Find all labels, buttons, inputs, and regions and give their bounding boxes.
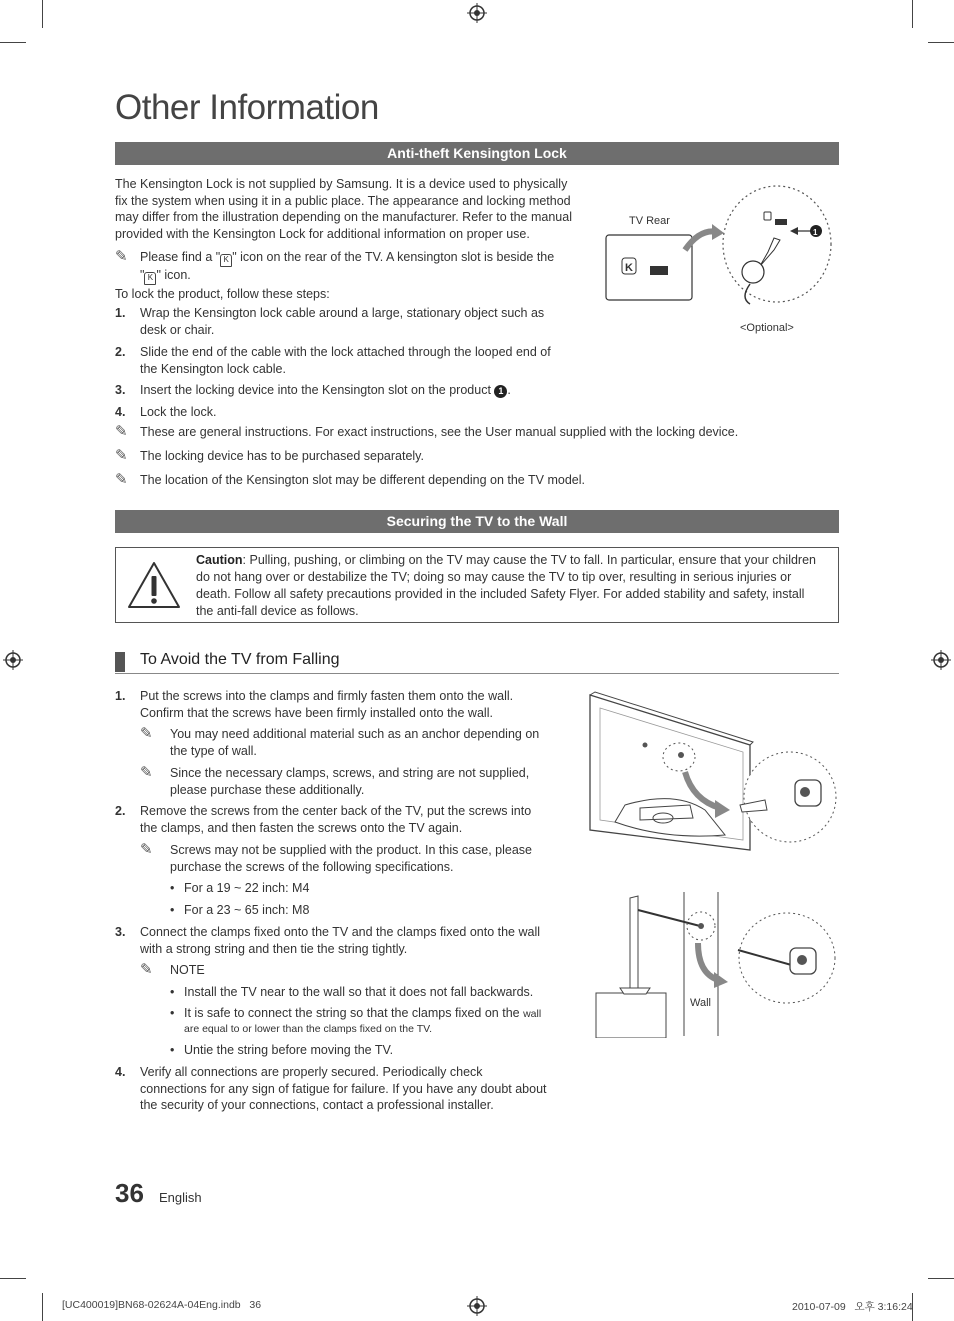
warning-triangle-icon bbox=[126, 560, 182, 610]
illustration-label-wall: Wall bbox=[690, 997, 711, 1009]
list-item: 1. Put the screws into the clamps and firmly fasten them onto the wall. Confirm that the screws have been firmly installed onto the wall. bbox=[115, 689, 514, 720]
note-find-icon: ✎ Please find a " K " icon on the rear of the TV. A kensington slot is beside the " K " icon. bbox=[115, 249, 590, 283]
note-location: ✎ The location of the Kensington slot may be different depending on the TV model. bbox=[115, 471, 585, 488]
note-pencil-icon: ✎ bbox=[115, 423, 128, 440]
footer-date: 2010-07-09 오후 3:16:24 bbox=[792, 1301, 913, 1313]
section-heading-wall: Securing the TV to the Wall bbox=[115, 510, 839, 533]
crop-mark bbox=[928, 42, 954, 43]
note-anchor: ✎ You may need additional material such as an anchor depending on the type of wall. bbox=[140, 725, 540, 758]
note-pencil-icon: ✎ bbox=[140, 725, 153, 742]
wall-string-illustration bbox=[590, 888, 840, 1038]
caution-box bbox=[115, 547, 839, 623]
tv-clamp-illustration bbox=[585, 690, 840, 855]
illustration-label-optional: <Optional> bbox=[740, 322, 794, 334]
kensington-k-icon: K bbox=[144, 272, 156, 285]
note-pencil-icon: ✎ bbox=[115, 248, 128, 265]
note-general: ✎ These are general instructions. For exact instructions, see the User manual supplied with the locking device. bbox=[115, 423, 739, 440]
list-item: • It is safe to connect the string so that the clamps fixed on the wall are equal to or lower than the clamps fixed on the TV. bbox=[170, 1006, 542, 1035]
crop-mark bbox=[42, 0, 43, 28]
note-label: ✎ NOTE bbox=[140, 961, 205, 978]
steps-intro: To lock the product, follow these steps: bbox=[115, 287, 330, 301]
list-item: 2. Slide the end of the cable with the lock attached through the looped end of the Kensington lock cable. bbox=[115, 345, 551, 376]
registration-mark-icon bbox=[931, 650, 951, 670]
crop-mark bbox=[928, 1278, 954, 1279]
subheading-avoid-falling: To Avoid the TV from Falling bbox=[115, 650, 839, 674]
note-clamps: ✎ Since the necessary clamps, screws, and string are not supplied, please purchase these additionally. bbox=[140, 764, 530, 797]
svg-text:K: K bbox=[625, 262, 633, 274]
page-title: Other Information bbox=[115, 88, 379, 127]
note-pencil-icon: ✎ bbox=[140, 961, 153, 978]
note-pencil-icon: ✎ bbox=[140, 764, 153, 781]
list-item: 3. Insert the locking device into the Kensington slot on the product 1 . bbox=[115, 383, 511, 397]
list-item: • Install the TV near to the wall so that it does not fall backwards. bbox=[170, 985, 534, 999]
note-pencil-icon: ✎ bbox=[115, 447, 128, 464]
list-item: • For a 23 ~ 65 inch: M8 bbox=[170, 903, 310, 917]
note-pencil-icon: ✎ bbox=[115, 471, 128, 488]
registration-mark-icon bbox=[3, 650, 23, 670]
list-item: 1. Wrap the Kensington lock cable around a large, stationary object such as desk or chair. bbox=[115, 306, 545, 337]
footer-file: [UC400019]BN68-02624A-04Eng.indb 36 bbox=[62, 1299, 262, 1311]
illustration-label-tv-rear: TV Rear bbox=[629, 215, 670, 227]
list-item: 4. Verify all connections are properly secured. Periodically check connections for any sign of fatigue for failure. If you have any doubt about the security of your connections, contact a professional installer. bbox=[115, 1065, 547, 1112]
svg-text:1: 1 bbox=[813, 228, 818, 237]
kensington-lock-illustration bbox=[600, 180, 840, 320]
page-number: 36 bbox=[115, 1178, 144, 1208]
list-item: 2. Remove the screws from the center back of the TV, put the screws into the clamps, and then fasten the screws onto the TV again. bbox=[115, 804, 532, 835]
page-language: English bbox=[159, 1190, 202, 1205]
crop-mark bbox=[0, 42, 26, 43]
note-purchase: ✎ The locking device has to be purchased separately. bbox=[115, 447, 424, 464]
note-pencil-icon: ✎ bbox=[140, 841, 153, 858]
registration-mark-icon bbox=[467, 1296, 487, 1316]
crop-mark bbox=[42, 1293, 43, 1321]
list-item: • For a 19 ~ 22 inch: M4 bbox=[170, 881, 310, 895]
list-item: • Untie the string before moving the TV. bbox=[170, 1043, 394, 1057]
kensington-intro: The Kensington Lock is not supplied by Samsung. It is a device used to physically fix the system when using it in a public place. The appearance and locking method may differ from the illustration depending on the manufacturer. Refer to the manual provided with the Kensington Lock for additional information on proper use. bbox=[115, 177, 572, 241]
callout-number-icon: 1 bbox=[494, 385, 507, 398]
registration-mark-icon bbox=[467, 3, 487, 23]
section-heading-kensington: Anti-theft Kensington Lock bbox=[115, 142, 839, 165]
kensington-k-icon: K bbox=[220, 254, 232, 267]
list-item: 4. Lock the lock. bbox=[115, 405, 217, 419]
crop-mark bbox=[912, 0, 913, 28]
list-item: 3. Connect the clamps fixed onto the TV and the clamps fixed onto the wall with a strong string and then tie the string tightly. bbox=[115, 925, 540, 956]
note-screws: ✎ Screws may not be supplied with the product. In this case, please purchase the screws of the following specifications. bbox=[140, 841, 532, 874]
crop-mark bbox=[0, 1278, 26, 1279]
heading-marker bbox=[115, 652, 125, 672]
caution-text: Caution: Pulling, pushing, or climbing on the TV may cause the TV to fall. In particular, ensure that your children do not hang over or destabilize the TV; doing so may cause the TV to tip over, resulting in serious injuries or death. Follow all safety precautions provided in the included Safety Flyer. For added stability and safety, install the anti-fall device as follows. bbox=[196, 553, 816, 618]
